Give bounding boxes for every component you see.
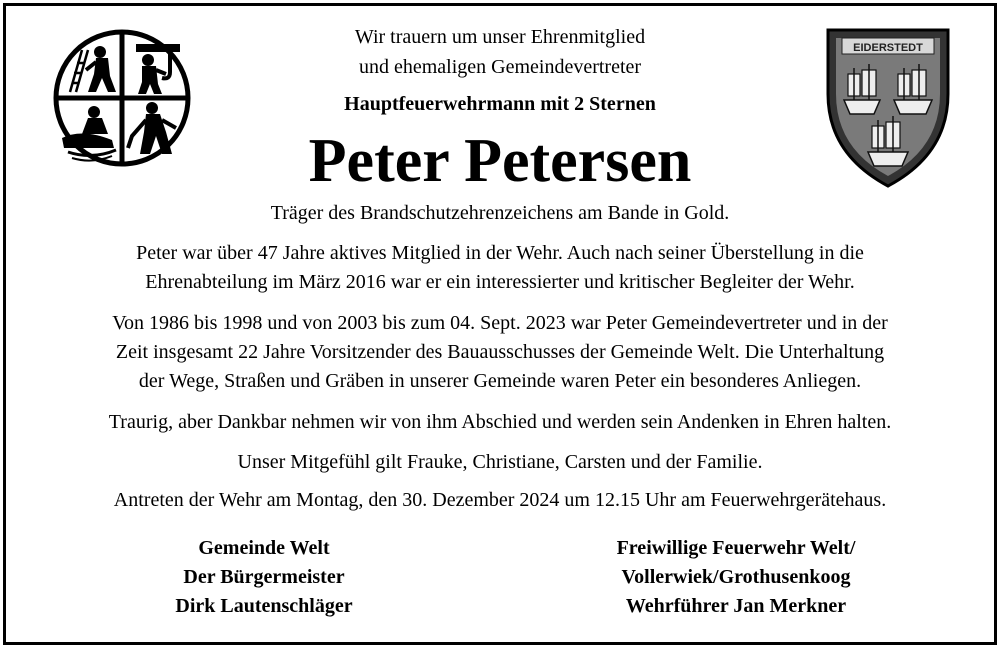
deceased-name: Peter Petersen [308,127,692,195]
paragraph-2-line-2: Zeit insgesamt 22 Jahre Vorsitzender des Bauausschusses der Gemeinde Welt. Die Unterhaltung [115,341,885,363]
intro-line-2: und ehemaligen Gemeindevertreter [358,56,642,78]
paragraph-3: Traurig, aber Dankbar nehmen wir von ihm Abschied und werden sein Andenken in Ehren halten. [108,411,892,433]
honor-line: Träger des Brandschutzehrenzeichens am Bande in Gold. [270,202,730,224]
signature-left-line-2: Der Bürgermeister [183,566,345,588]
crest-banner-text: EIDERSTEDT [853,42,923,54]
paragraph-4: Unser Mitgefühl gilt Frauke, Christiane, Carsten und der Familie. [237,451,763,473]
paragraph-2-line-3: der Wege, Straßen und Gräben in unserer Gemeinde waren Peter ein besonderes Anliegen. [138,370,862,392]
intro-line-1: Wir trauern um unser Ehrenmitglied [354,26,646,48]
rank-line: Hauptfeuerwehrmann mit 2 Sternen [344,93,656,115]
signature-right [536,534,936,621]
signature-right-line-2: Vollerwiek/Grothusenkoog [621,566,851,588]
signature-left [64,534,464,621]
paragraph-2-line-1: Von 1986 bis 1998 und von 2003 bis zum 04. Sept. 2023 war Peter Gemeindevertreter und in der [112,312,888,334]
signature-right-line-3: Wehrführer Jan Merkner [625,595,847,617]
paragraph-5: Antreten der Wehr am Montag, den 30. Dezember 2024 um 12.15 Uhr am Feuerwehrgerätehaus. [113,489,887,511]
paragraph-1-line-1: Peter war über 47 Jahre aktives Mitglied in der Wehr. Auch nach seiner Überstellung in die [136,242,864,264]
paragraph-1-line-2: Ehrenabteilung im März 2016 war er ein interessierter und kritischer Begleiter der Wehr. [145,271,855,293]
signature-left-line-3: Dirk Lautenschläger [175,595,353,617]
signature-right-line-1: Freiwillige Feuerwehr Welt/ [616,537,856,559]
signature-left-line-1: Gemeinde Welt [198,537,330,559]
